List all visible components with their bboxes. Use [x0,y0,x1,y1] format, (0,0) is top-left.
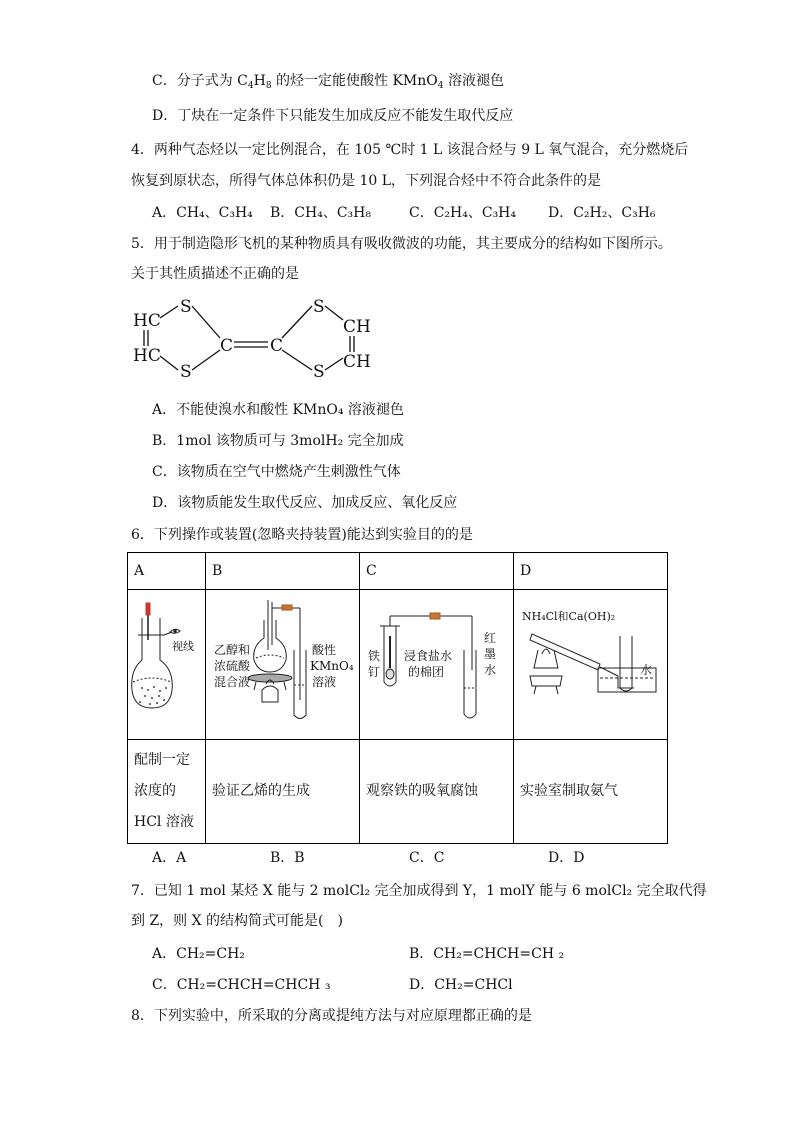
label-b-mix-2: 浓硫酸 [214,659,251,673]
purpose-d: 实验室制取氨气 [514,740,668,844]
atom-hc: HC [133,346,161,366]
atom-hc: HC [133,311,161,331]
label-b-mix-3: 混合液 [214,675,251,689]
label-d-water: 水 [640,663,653,677]
label-c-ink-3: 水 [484,663,497,677]
subscript: 8 [265,81,272,91]
q7-stem-line1: 7．已知 1 mol 某烃 X 能与 2 molCl₂ 完全加成得到 Y，1 molY 能与 6 molCl₂ 完全取代得 [131,883,707,899]
q5-stem-line1: 5．用于制造隐形飞机的某种物质具有吸收微波的功能，其主要成分的结构如下图所示。 [131,236,672,252]
q7-option-a: A．CH₂=CH₂ [152,946,245,962]
q5-structure-diagram [128,290,388,390]
atom-c: C [270,336,284,356]
purpose-a-line3: HCl 溶液 [134,814,194,830]
atom-ch: CH [343,352,371,372]
ethylene-apparatus-figure [206,590,353,735]
q4-option-d: D．C₂H₂、C₃H₆ [548,205,656,221]
q7-option-d: D．CH₂=CHCl [409,977,513,993]
q3-option-c [152,71,504,91]
q7-option-b: B．CH₂=CHCH=CH ₂ [409,946,565,962]
formula-part: 的烃一定能使酸性 KMnO [271,73,438,89]
label-sight-line: 视线 [172,640,194,653]
q6-stem: 6．下列操作或装置(忽略夹持装置)能达到实验目的的是 [131,527,473,543]
label-b-kmno4-3: 溶液 [312,675,337,689]
atom-s: S [313,362,325,382]
subscript: 4 [437,81,444,91]
label-b-mix-1: 乙醇和 [214,643,251,657]
purpose-a [128,740,206,844]
q3-option-c-text: C．分子式为 C [152,73,248,89]
header-c: C [360,553,514,590]
atom-s: S [313,297,325,317]
label-c-cotton-2: 的棉团 [408,665,445,679]
purpose-c: 观察铁的吸氧腐蚀 [360,740,514,844]
table-apparatus-row [128,590,668,740]
q4-option-c: C．C₂H₄、C₃H₄ [409,205,517,221]
label-c-ink-1: 红 [484,631,497,645]
q8-stem: 8．下列实验中，所采取的分离或提纯方法与对应原理都正确的是 [131,1008,532,1024]
table-purpose-row [128,740,668,844]
label-d-reagent: NH₄Cl和Ca(OH)₂ [522,610,616,623]
label-c-nail-1: 铁 [368,649,381,663]
label-b-kmno4-2: KMnO₄ [310,659,353,673]
table-header-row [128,553,668,590]
purpose-a-line1: 配制一定 [134,752,190,768]
volumetric-flask-figure [128,590,205,735]
header-b: B [206,553,360,590]
header-d: D [514,553,668,590]
q4-stem-line2: 恢复到原状态，所得气体总体积仍是 10 L，下列混合烃中不符合此条件的是 [131,173,602,189]
label-c-ink-2: 墨 [484,647,497,661]
atom-c: C [220,336,234,356]
apparatus-a [128,590,206,740]
q3-option-d: D．丁炔在一定条件下只能发生加成反应不能发生取代反应 [152,108,514,124]
q5-stem-line2: 关于其性质描述不正确的是 [131,266,299,282]
atom-s: S [180,362,192,382]
label-c-nail-2: 钉 [368,665,381,679]
apparatus-b [206,590,360,740]
apparatus-d [514,590,668,740]
subscript: 4 [247,81,254,91]
q7-stem-line2: 到 Z，则 X 的结构简式可能是( ) [131,913,343,929]
q4-option-b: B．CH₄、C₃H₈ [270,205,371,221]
atom-ch: CH [343,317,371,337]
q6-option-d: D．D [548,850,585,866]
q6-experiment-table [127,552,668,844]
formula-part: 溶液褪色 [443,73,504,89]
q4-stem-line1: 4．两种气态烃以一定比例混合，在 105 ℃时 1 L 该混合烃与 9 L 氧气混合，充分燃烧后 [131,142,689,158]
ammonia-apparatus-figure [514,590,661,735]
q4-option-a: A．CH₄、C₃H₄ [152,205,253,221]
q6-option-a: A．A [152,850,187,866]
label-b-kmno4-1: 酸性 [312,643,337,657]
purpose-a-line2: 浓度的 [134,783,176,799]
header-a: A [128,553,206,590]
q6-option-c: C．C [409,850,445,866]
q6-option-b: B．B [270,850,305,866]
label-c-cotton-1: 浸食盐水 [404,649,453,663]
q5-option-c: C．该物质在空气中燃烧产生刺激性气体 [152,464,401,480]
q5-option-a: A．不能使溴水和酸性 KMnO₄ 溶液褪色 [152,402,404,418]
atom-s: S [180,297,192,317]
q5-option-d: D．该物质能发生取代反应、加成反应、氧化反应 [152,495,458,511]
apparatus-c [360,590,514,740]
corrosion-apparatus-figure [360,590,507,735]
q5-option-b: B．1mol 该物质可与 3molH₂ 完全加成 [152,433,404,449]
formula-part: H [253,73,266,89]
q7-option-c: C．CH₂=CHCH=CHCH ₃ [152,977,331,993]
purpose-b: 验证乙烯的生成 [206,740,360,844]
